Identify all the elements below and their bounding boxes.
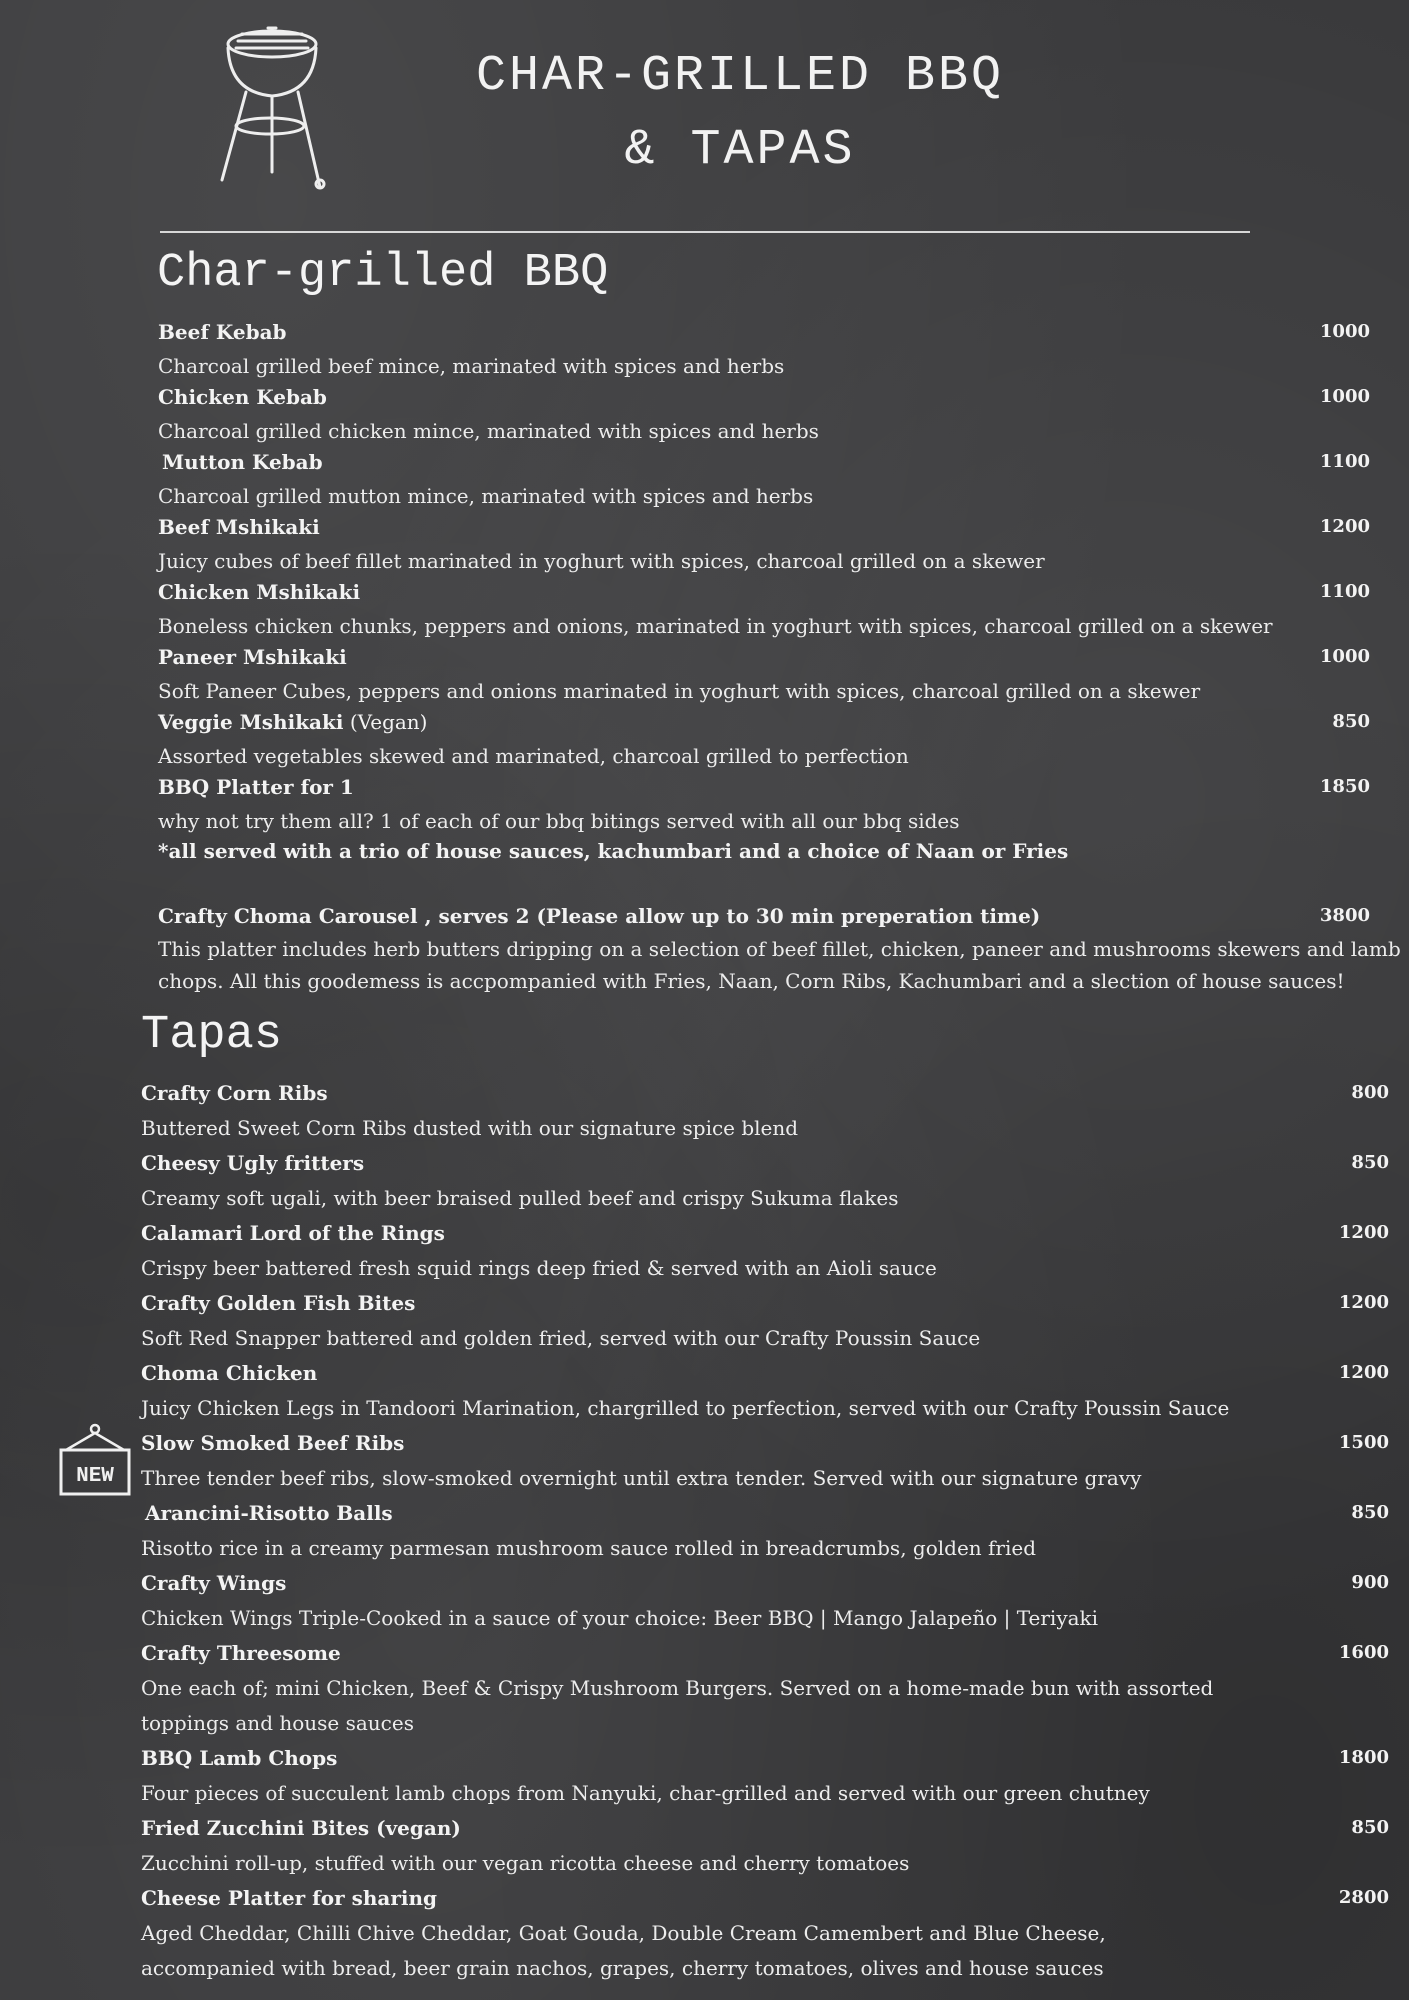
menu-item-name: Cheesy Ugly fritters	[141, 1151, 365, 1175]
menu-title-line2: & TAPAS	[624, 122, 856, 179]
menu-item-name: Fried Zucchini Bites (vegan)	[141, 1816, 461, 1840]
menu-item-description: Juicy Chicken Legs in Tandoori Marination, chargrilled to perfection, served with our Crafty Poussin Sauce	[141, 1396, 1230, 1420]
menu-item-description: Juicy cubes of beef fillet marinated in yoghurt with spices, charcoal grilled on a skewer	[158, 549, 1045, 573]
menu-item-price: 850	[1332, 711, 1370, 732]
menu-item-name: Paneer Mshikaki	[158, 645, 347, 669]
new-badge-label: NEW	[76, 1465, 114, 1488]
new-badge-icon	[58, 1422, 132, 1498]
menu-item-name: Arancini-Risotto Balls	[145, 1501, 393, 1525]
menu-item-price: 2800	[1338, 1887, 1389, 1908]
menu-item-description: accompanied with bread, beer grain nachos, grapes, cherry tomatoes, olives and house sauces	[141, 1956, 1104, 1980]
menu-item-description: Four pieces of succulent lamb chops from Nanyuki, char-grilled and served with our green chutney	[141, 1781, 1150, 1805]
menu-item-name: Cheese Platter for sharing	[141, 1886, 438, 1910]
menu-item-price: 800	[1351, 1082, 1389, 1103]
menu-item-description: Chicken Wings Triple-Cooked in a sauce of your choice: Beer BBQ | Mango Jalapeño | Teriyaki	[141, 1606, 1099, 1630]
menu-item-description: toppings and house sauces	[141, 1711, 414, 1735]
section-heading-bbq: Char-grilled BBQ	[157, 247, 609, 300]
bbq-grill-icon	[208, 22, 343, 192]
menu-item-description: Three tender beef ribs, slow-smoked overnight until extra tender. Served with our signature gravy	[141, 1466, 1142, 1490]
menu-item-name: Choma Chicken	[141, 1361, 318, 1385]
menu-item-price: 1600	[1338, 1642, 1389, 1663]
menu-item-description: Soft Red Snapper battered and golden fried, served with our Crafty Poussin Sauce	[141, 1326, 981, 1350]
menu-item-price: 850	[1351, 1152, 1389, 1173]
section-heading-tapas: Tapas	[141, 1009, 283, 1062]
menu-item-price: 1100	[1319, 581, 1370, 602]
menu-item-description: Charcoal grilled mutton mince, marinated with spices and herbs	[158, 484, 814, 508]
menu-item-description: Risotto rice in a creamy parmesan mushroom sauce rolled in breadcrumbs, golden fried	[141, 1536, 1037, 1560]
menu-item-name: Chicken Kebab	[158, 385, 327, 409]
menu-item-description: Buttered Sweet Corn Ribs dusted with our signature spice blend	[141, 1116, 799, 1140]
menu-item-price: 3800	[1319, 905, 1370, 926]
menu-item-price: 1200	[1338, 1292, 1389, 1313]
menu-item-description: This platter includes herb butters dripping on a selection of beef fillet, chicken, paneer and mushrooms skewers and lamb	[158, 937, 1401, 961]
menu-item-price: 1200	[1338, 1362, 1389, 1383]
menu-item-name: Beef Mshikaki	[158, 515, 320, 539]
menu-item-price: 1000	[1319, 646, 1370, 667]
menu-item-tag: (Vegan)	[343, 710, 428, 734]
bbq-note: *all served with a trio of house sauces, kachumbari and a choice of Naan or Fries	[158, 839, 1069, 863]
menu-item-name: Beef Kebab	[158, 320, 287, 344]
menu-item-price: 1850	[1319, 776, 1370, 797]
menu-item-price: 900	[1351, 1572, 1389, 1593]
menu-item-description: Aged Cheddar, Chilli Chive Cheddar, Goat Gouda, Double Cream Camembert and Blue Cheese,	[141, 1921, 1106, 1945]
menu-item-price: 850	[1351, 1502, 1389, 1523]
menu-item-description: Creamy soft ugali, with beer braised pulled beef and crispy Sukuma flakes	[141, 1186, 899, 1210]
menu-item-description: Zucchini roll-up, stuffed with our vegan ricotta cheese and cherry tomatoes	[141, 1851, 910, 1875]
menu-item-description: Charcoal grilled beef mince, marinated with spices and herbs	[158, 354, 785, 378]
menu-item-price: 1800	[1338, 1747, 1389, 1768]
menu-item-name: Chicken Mshikaki	[158, 580, 361, 604]
menu-item-name: Crafty Choma Carousel , serves 2 (Please allow up to 30 min preperation time)	[158, 904, 1041, 928]
menu-item-price: 1100	[1319, 451, 1370, 472]
menu-item-price: 850	[1351, 1817, 1389, 1838]
menu-item-name: BBQ Lamb Chops	[141, 1746, 338, 1770]
menu-item-price: 1500	[1338, 1432, 1389, 1453]
menu-item-name: Mutton Kebab	[162, 450, 323, 474]
menu-title	[430, 40, 1050, 188]
menu-item-description: One each of; mini Chicken, Beef & Crispy Mushroom Burgers. Served on a home-made bun with assorted	[141, 1676, 1214, 1700]
menu-item-name: Crafty Golden Fish Bites	[141, 1291, 416, 1315]
menu-item-name: Crafty Corn Ribs	[141, 1081, 328, 1105]
menu-item-description: Boneless chicken chunks, peppers and onions, marinated in yoghurt with spices, charcoal grilled on a skewer	[158, 614, 1273, 638]
menu-item-price: 1000	[1319, 321, 1370, 342]
menu-item-description: Crispy beer battered fresh squid rings deep fried & served with an Aioli sauce	[141, 1256, 937, 1280]
menu-item-name: Calamari Lord of the Rings	[141, 1221, 445, 1245]
menu-item-name: Crafty Wings	[141, 1571, 287, 1595]
menu-item-description: Assorted vegetables skewed and marinated, charcoal grilled to perfection	[158, 744, 909, 768]
menu-item-name: Slow Smoked Beef Ribs	[141, 1431, 405, 1455]
menu-item-price: 1200	[1319, 516, 1370, 537]
menu-item-description: chops. All this goodemess is accpompanied with Fries, Naan, Corn Ribs, Kachumbari and a slection of house sauces!	[158, 969, 1345, 993]
menu-item-description: Charcoal grilled chicken mince, marinated with spices and herbs	[158, 419, 819, 443]
menu-item-price: 1200	[1338, 1222, 1389, 1243]
menu-item-price: 1000	[1319, 386, 1370, 407]
menu-item-name: Veggie Mshikaki (Vegan)	[158, 710, 428, 734]
menu-item-description: Soft Paneer Cubes, peppers and onions marinated in yoghurt with spices, charcoal grilled on a skewer	[158, 679, 1201, 703]
menu-item-name: BBQ Platter for 1	[158, 775, 354, 799]
menu-item-description: why not try them all? 1 of each of our bbq bitings served with all our bbq sides	[158, 809, 960, 833]
menu-item-name: Crafty Threesome	[141, 1641, 341, 1665]
header-divider	[160, 231, 1250, 233]
menu-title-line1: CHAR-GRILLED BBQ	[475, 48, 1005, 105]
